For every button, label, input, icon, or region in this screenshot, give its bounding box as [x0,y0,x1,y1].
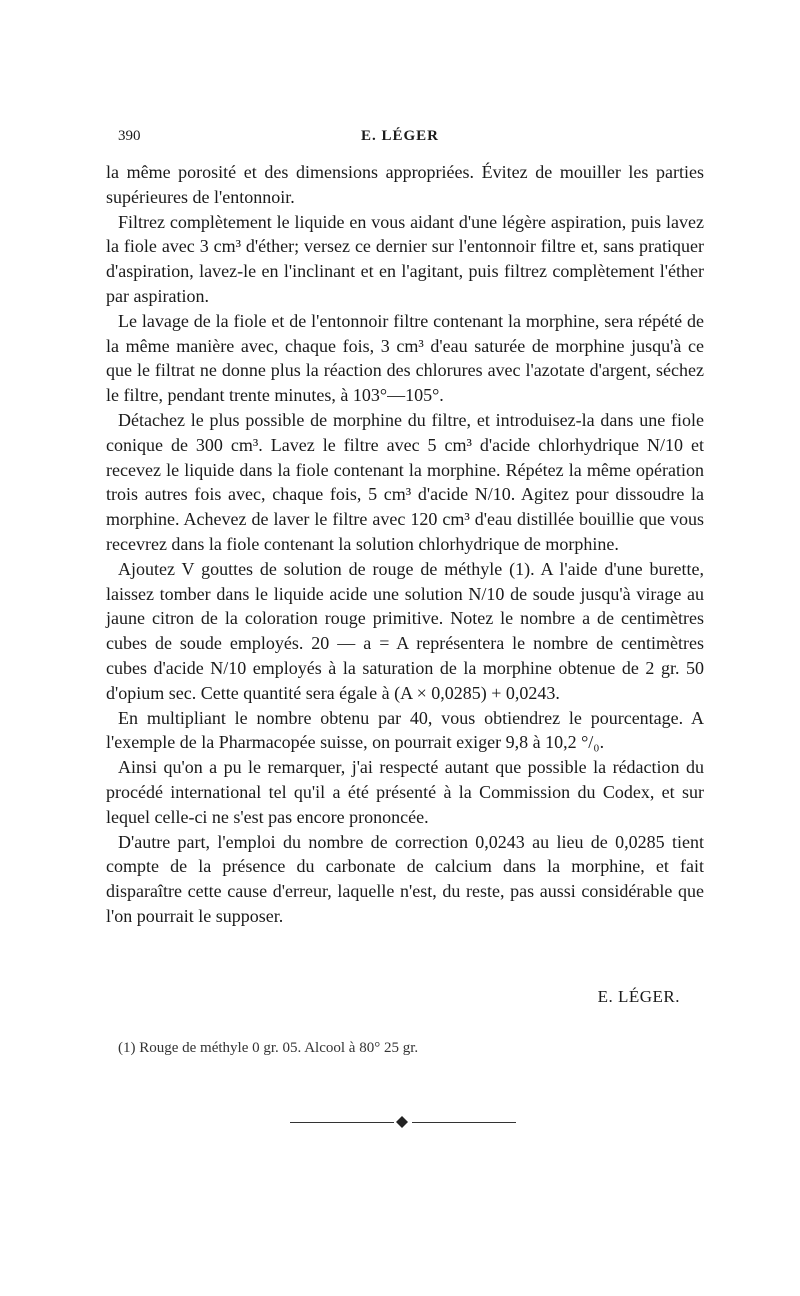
running-head: E. LÉGER [360,128,440,144]
paragraph: D'autre part, l'emploi du nombre de correction 0,0243 au lieu de 0,0285 tient compte de la présence du carbonate de calcium dans la morphine, et fait disparaître cette cause d'erreur, laquelle n'est, du reste, pas aussi considérable que l'on pourrait le supposer. [106,831,704,926]
divider-rule-left [290,1122,394,1123]
body-text [106,160,704,929]
paragraph: Le lavage de la fiole et de l'entonnoir filtre contenant la morphine, sera répété de la même manière avec, chaque fois, 3 cm³ d'eau saturée de morphine jusqu'à ce que le filtrat ne donne plus la réaction des chlorures avec l'azotate d'argent, séchez le filtre, pendant trente minutes, à 103°—105°. [106,310,704,406]
paragraph: Ajoutez V gouttes de solution de rouge de méthyle (1). A l'aide d'une burette, laissez tomber dans le liquide acide une solution N/10 de soude jusqu'à virage au jaune citron de la coloration rouge primitive. Notez le nombre a de centimètres cubes de soude employés. 20 — a = A représentera le nombre de centimètres cubes d'acide N/10 employés à la saturation de la morphine obtenue de 2 gr. 50 d'opium sec. Cette quantité sera égale à (A × 0,0285) + 0,0243. [106,558,704,703]
author-signature: E. LÉGER. [597,987,680,1006]
paragraph: Ainsi qu'on a pu le remarquer, j'ai respecté autant que possible la rédaction du procédé international tel qu'il a été présenté à la Commission du Codex, et sur lequel celle-ci ne s'est pas encore prononcée. [106,757,704,827]
page-number: 390 [118,128,141,144]
paragraph: la même porosité et des dimensions appropriées. Évitez de mouiller les parties supérieures de l'entonnoir. [106,162,704,207]
paragraph: Détachez le plus possible de morphine du filtre, et introduisez-la dans une fiole conique de 300 cm³. Lavez le filtre avec 5 cm³ d'acide chlorhydrique N/10 et recevez le liquide dans la fiole contenant la morphine. Répétez la même opération trois autres fois avec, chaque fois, 5 cm³ d'acide N/10. Agitez pour dissoudre la morphine. Achevez de laver le filtre avec 120 cm³ d'eau distillée bouillie que vous recevrez dans la fiole contenant la solution chlorhydrique de morphine. [106,409,704,554]
section-divider [290,1115,516,1129]
page-header [0,128,800,150]
footnote: (1) Rouge de méthyle 0 gr. 05. Alcool à 80° 25 gr. [118,1040,419,1056]
divider-rule-right [412,1122,516,1123]
diamond-ornament-icon [396,1116,408,1128]
paragraph: En multipliant le nombre obtenu par 40, vous obtiendrez le pourcentage. A l'exemple de la Pharmacopée suisse, on pourrait exiger 9,8 à 10,2 °/₀. [106,707,704,753]
paragraph: Filtrez complètement le liquide en vous aidant d'une légère aspiration, puis lavez la fiole avec 3 cm³ d'éther; versez ce dernier sur l'entonnoir filtre et, sans pratiquer d'aspiration, lavez-le en l'inclinant et en l'agitant, puis filtrez complètement l'éther par aspiration. [106,211,704,306]
